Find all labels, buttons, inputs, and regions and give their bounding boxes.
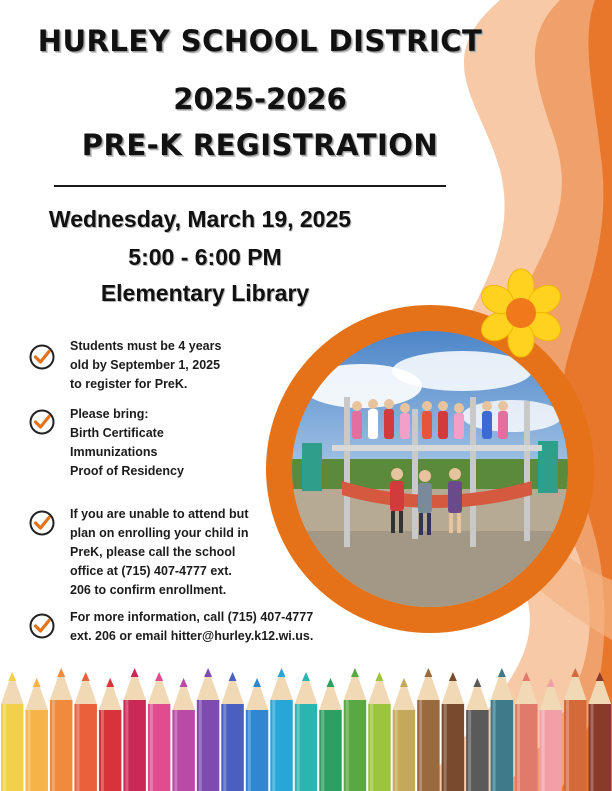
info-line: Proof of Residency	[70, 464, 184, 478]
pencil	[197, 668, 219, 791]
pencil	[417, 668, 439, 791]
pencil	[123, 668, 145, 791]
info-line: old by September 1, 2025	[70, 358, 221, 372]
event-date: Wednesday, March 19, 2025	[48, 206, 352, 232]
info-item-age	[28, 337, 221, 394]
info-line: office at (715) 407-4777 ext.	[70, 564, 232, 578]
pencil	[295, 672, 317, 791]
info-line: to register for PreK.	[70, 377, 188, 391]
pencil	[368, 672, 390, 791]
info-item-bring	[28, 405, 184, 481]
info-line: plan on enrolling your child in	[70, 526, 249, 540]
pencil	[25, 678, 47, 791]
event-time: 5:00 - 6:00 PM	[128, 244, 282, 270]
info-line: Immunizations	[70, 445, 158, 459]
pencil	[515, 672, 537, 791]
pencil	[564, 668, 586, 791]
colored-pencils	[0, 662, 612, 791]
pencil	[246, 678, 268, 791]
pencil	[344, 668, 366, 791]
pencil	[442, 672, 464, 791]
check-circle-icon	[28, 408, 56, 436]
pencil	[74, 672, 96, 791]
program-title: PRE-K REGISTRATION	[81, 128, 439, 162]
info-line: Please bring:	[70, 407, 149, 421]
pencil	[172, 678, 194, 791]
pencil	[221, 672, 243, 791]
pencil	[270, 668, 292, 791]
children-playground-photo	[292, 331, 568, 607]
info-line: ext. 206 or email hitter@hurley.k12.wi.us.	[70, 629, 314, 643]
check-circle-icon	[28, 343, 56, 371]
info-line: PreK, please call the school	[70, 545, 236, 559]
school-year: 2025-2026	[173, 82, 347, 116]
check-circle-icon	[28, 612, 56, 640]
pencil	[50, 668, 72, 791]
district-title: HURLEY SCHOOL DISTRICT	[37, 24, 483, 58]
pencil	[319, 678, 341, 791]
info-line: Students must be 4 years	[70, 339, 222, 353]
pencil	[148, 672, 170, 791]
pencil	[99, 678, 121, 791]
event-location: Elementary Library	[100, 280, 310, 306]
pencil	[540, 678, 562, 791]
pencil	[589, 672, 611, 791]
pencil	[466, 678, 488, 791]
info-line: 206 to confirm enrollment.	[70, 583, 227, 597]
pencil	[393, 678, 415, 791]
info-line: For more information, call (715) 407-4777	[70, 610, 314, 624]
flower-icon	[476, 268, 566, 358]
info-item-unable	[28, 505, 248, 600]
pencil	[1, 672, 23, 791]
title-divider	[54, 185, 446, 187]
info-item-contact	[28, 608, 313, 646]
info-line: Birth Certificate	[70, 426, 164, 440]
pencil	[491, 668, 513, 791]
check-circle-icon	[28, 509, 56, 537]
info-line: If you are unable to attend but	[70, 507, 249, 521]
